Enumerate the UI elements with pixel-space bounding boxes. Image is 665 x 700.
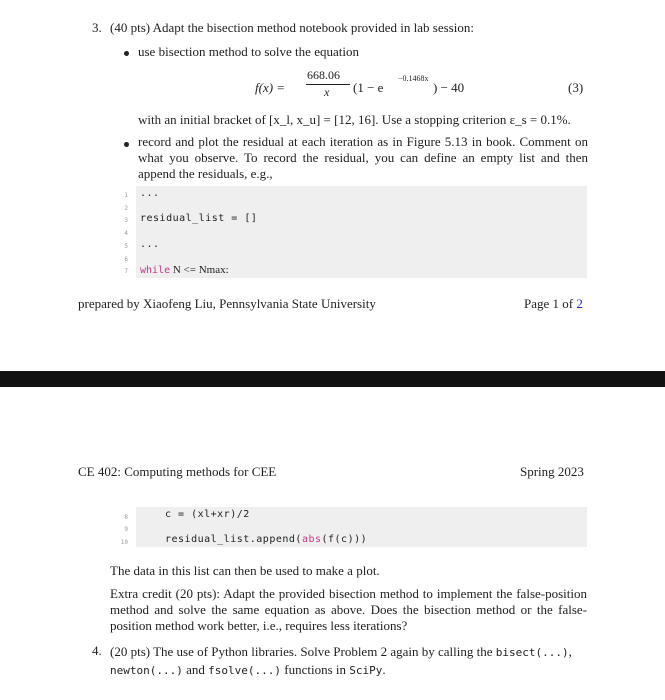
problem-4-text-c: and (182, 662, 209, 677)
code-fsolve: fsolve(...) (208, 664, 281, 677)
line-number: 7 (124, 268, 128, 275)
paragraph-data-plot: The data in this list can then be used to make a plot. (110, 563, 380, 578)
bullet-2-text: record and plot the residual at each iteration as in Figure 5.13 in book. Comment on what you observe. To record the residual, you can define an empty list and then append the residuals, e.g., (138, 134, 588, 181)
code-line-7-rest: N <= Nmax: (170, 264, 229, 276)
line-number: 3 (124, 217, 128, 224)
equation-number: (3) (568, 80, 584, 95)
page-total-link[interactable]: 2 (576, 296, 583, 311)
problem-4-text (110, 643, 588, 679)
line-number: 8 (124, 514, 128, 521)
code-bisect: bisect(...) (495, 646, 569, 659)
code-line-8: c = (xl+xr)/2 (165, 509, 250, 520)
problem-4-text-b: , (568, 644, 572, 659)
equation-denominator: x (324, 85, 330, 99)
bullet-dot (124, 51, 129, 56)
equation (255, 68, 485, 106)
footer-page-number (524, 296, 583, 312)
footer-author: prepared by Xiaofeng Liu, Pennsylvania State University (78, 296, 376, 311)
line-number: 2 (124, 205, 128, 212)
bracket-text: with an initial bracket of [x_l, x_u] = [12, 16]. Use a stopping criterion ε_s = 0.1%. (138, 112, 571, 127)
equation-numerator: 668.06 (307, 68, 340, 82)
problem-4-text-e: . (382, 662, 386, 677)
code-line-10-a: residual_list.append( (165, 534, 302, 545)
code-line-7 (140, 264, 229, 276)
problem-4-text-a: (20 pts) The use of Python libraries. Solve Problem 2 again by calling the (110, 644, 496, 659)
page-divider (0, 371, 665, 387)
problem-4-number: 4. (92, 643, 102, 658)
equation-exponent: −0.1468x (398, 74, 429, 83)
code-line-10-b: (f(c))) (321, 534, 368, 545)
keyword-while: while (140, 265, 171, 276)
code-scipy: SciPy (349, 664, 383, 677)
code-line-1: ... (140, 188, 160, 199)
line-number: 9 (124, 526, 128, 533)
code-line-3: residual_list = [] (140, 213, 258, 224)
function-abs: abs (301, 534, 322, 545)
problem-3-number: 3. (92, 20, 102, 35)
page-2-header-left: CE 402: Computing methods for CEE (78, 464, 277, 479)
bullet-dot (124, 142, 129, 147)
page-prefix: Page 1 of (524, 296, 577, 311)
line-number: 4 (124, 230, 128, 237)
line-number: 10 (120, 539, 128, 546)
equation-lhs: f(x) = (255, 80, 286, 95)
problem-4-text-d: functions in (281, 662, 350, 677)
equation-paren-close: ) − 40 (433, 80, 465, 95)
line-number: 1 (124, 192, 128, 199)
equation-paren-open: (1 − e (353, 80, 384, 95)
code-line-10 (165, 534, 367, 545)
line-number: 5 (124, 243, 128, 250)
page-2-header-right: Spring 2023 (520, 464, 584, 479)
code-line-5: ... (140, 239, 160, 250)
line-number: 6 (124, 256, 128, 263)
paragraph-extra-credit: Extra credit (20 pts): Adapt the provided bisection method to implement the false-position method and solve the same equation as above. Does the bisection method or the false-position method work better, i.e., requires less iterations? (110, 586, 587, 633)
bullet-1-text: use bisection method to solve the equation (138, 44, 359, 59)
code-newton: newton(...) (110, 664, 183, 677)
problem-3-header: (40 pts) Adapt the bisection method notebook provided in lab session: (110, 20, 474, 35)
